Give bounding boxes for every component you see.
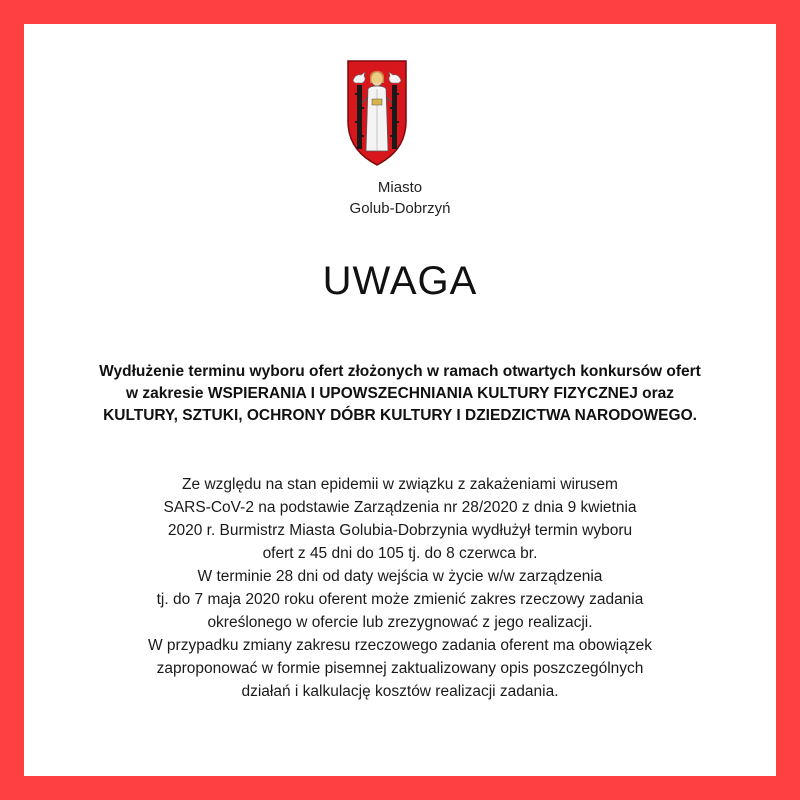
city-name: Golub-Dobrzyń <box>349 200 451 217</box>
body-line: W terminie 28 dni od daty wejścia w życie w/w zarządzenia <box>197 568 603 585</box>
subheading-line: KULTURY, SZTUKI, OCHRONY DÓBR KULTURY I DZIEDZICTWA NARODOWEGO. <box>103 407 697 424</box>
subheading-line: w zakresie WSPIERANIA I UPOWSZECHNIANIA KULTURY FIZYCZNEJ oraz <box>125 385 675 402</box>
body-line: W przypadku zmiany zakresu rzeczowego zadania oferent ma obowiązek <box>148 637 652 654</box>
body-line: określonego w ofercie lub zrezygnować z jego realizacji. <box>207 614 593 631</box>
body-line: SARS-CoV-2 na podstawie Zarządzenia nr 28/2020 z dnia 9 kwietnia <box>163 499 637 516</box>
body-line: tj. do 7 maja 2020 roku oferent może zmienić zakres rzeczowy zadania <box>156 591 644 608</box>
body-line: 2020 r. Burmistrz Miasta Golubia-Dobrzynia wydłużył termin wyboru <box>167 522 633 539</box>
notice-card <box>24 24 776 776</box>
notice-subheading <box>24 361 776 427</box>
city-label-line-1: Miasto <box>377 179 423 196</box>
subheading-line: Wydłużenie terminu wyboru ofert złożonych w ramach otwartych konkursów ofert <box>99 363 701 380</box>
page-title: UWAGA <box>322 259 478 303</box>
body-line: ofert z 45 dni do 105 tj. do 8 czerwca br. <box>262 545 538 562</box>
golub-dobrzyn-coat-of-arms-icon <box>346 59 408 189</box>
body-line: Ze względu na stan epidemii w związku z zakażeniami wirusem <box>182 476 618 493</box>
body-line: działań i kalkulację kosztów realizacji zadania. <box>241 683 559 700</box>
notice-body <box>24 473 776 703</box>
body-line: zaproponować w formie pisemnej zaktualizowany opis poszczególnych <box>156 660 644 677</box>
